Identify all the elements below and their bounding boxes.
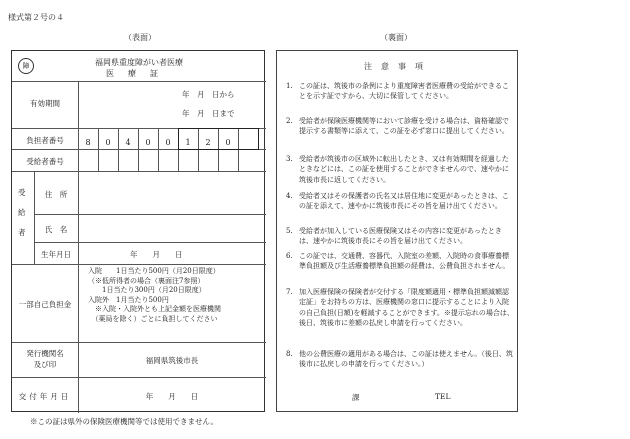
form-number: 様式第２号の４	[8, 13, 64, 22]
payer-digit: 4	[125, 138, 131, 147]
payer-digit: 8	[85, 138, 91, 147]
recipient-group-label: 受給者	[18, 188, 26, 237]
copay-label: 一部自己負担金	[18, 300, 72, 309]
note-item: 8. 他の公費医療の適用がある場合は、この証は使えません。（後日、筑後市に払戻しの申請を行ってください。）	[286, 350, 513, 369]
note-item: 3. 受給者が筑後市の区域外に転出したとき、又は有効期間を経過したときなどには、この証を使用することができませんので、速やかに筑後市長に返してください。	[286, 155, 509, 184]
card-title: 福岡県重度障がい者医療	[95, 58, 183, 67]
birthdate-value: 年 月 日	[130, 250, 183, 259]
issuer-value: 福岡県筑後市長	[145, 356, 199, 365]
disability-seal-icon: 障	[18, 58, 34, 74]
notes-back	[276, 50, 518, 412]
recipient-number-label: 受給者番号	[26, 157, 64, 166]
back-side-label: （裏面）	[380, 33, 412, 42]
payer-digit: 0	[105, 138, 111, 147]
note-item: 2. 受給者が保険医療機関等において診療を受ける場合は、資格確認で提示する書類等に添えて、この証を必ず窓口に提出してください。	[286, 117, 509, 136]
note-item: 5. 受給者が加入している医療保険又はその内容に変更があったときは、速やかに筑後市長にその旨を届け出てください。	[286, 227, 502, 246]
copay-details: 入院 1日当たり500円（月20日限度） （※低所得者の場合（裏面注7参照） 1日当たり300円（月20日限度） 入院外 1月当たり500円 ※入院・入院外とも上記金額を医療機関 （薬局を除く）ごとに負担してください	[88, 267, 221, 323]
note-item: 4. 受給者又はその保護者の氏名又は居住地に変更があったときは、この証を添えて、速やかに筑後市長にその旨を届け出てください。	[286, 192, 509, 211]
issue-date-value: 年 月 日	[145, 392, 199, 401]
validity-from: 年 月 日から	[182, 90, 235, 99]
validity-label: 有効期間	[30, 99, 60, 108]
name-label: 氏 名	[44, 225, 68, 234]
issuer-label-sub: 及び印	[33, 360, 57, 369]
birthdate-label: 生年月日	[41, 250, 71, 259]
payer-digit: 1	[185, 138, 191, 147]
payer-digit: 0	[145, 138, 151, 147]
note-item: 7. 加入医療保険の保険者が交付する「限度額適用・標準負担額減額認定証」をお持ちの方は、医療機関の窓口に提示することにより入院の自己負担(日額)を軽減することができます。※提示忘れの場合は、後日、筑後市に差額の払戻し申請を行ってください。	[286, 288, 514, 327]
address-label: 住 所	[44, 190, 68, 199]
validity-to: 年 月 日まで	[182, 109, 235, 118]
note-item: 6. この証では、交通費、容器代、入院室の差額、入院時の食事療養標準負担額及び生活療養標準負担額の経費は、公費負担されません。	[286, 252, 510, 271]
footer-note: ※この証は県外の保険医療機関等では使用できません。	[30, 417, 218, 426]
payer-digit: 2	[205, 138, 211, 147]
medical-card-front	[11, 50, 265, 412]
card-subtitle: 医療証	[106, 69, 172, 78]
payer-digit: 0	[225, 138, 231, 147]
note-item: 1. この証は、筑後市の条例により重度障害者医療費の受給ができることを示す証ですから、大切に保管してください。	[286, 82, 509, 101]
issuer-label: 発行機関名	[26, 349, 64, 358]
dept-label: 課	[352, 393, 360, 402]
front-side-label: （表面）	[124, 33, 156, 42]
payer-number-label: 負担者番号	[26, 136, 64, 145]
tel-label: TEL	[435, 392, 451, 401]
payer-digit: 0	[165, 138, 171, 147]
notes-title: 注意事項	[364, 62, 432, 71]
issue-date-label: 交付年月日	[18, 392, 72, 401]
